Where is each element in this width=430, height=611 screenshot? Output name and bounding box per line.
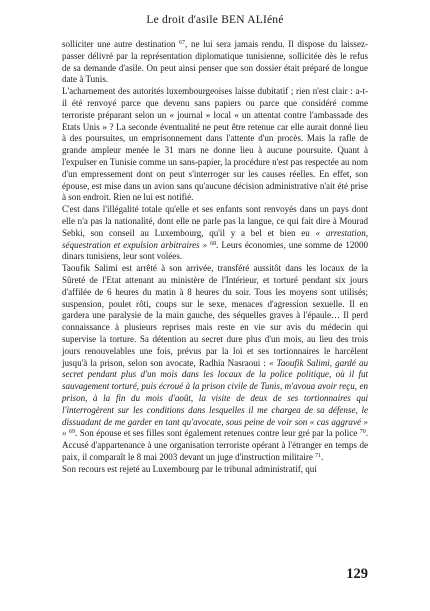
- text-run: . Son épouse et ses filles sont également retenues contre leur gré par la police: [74, 428, 360, 439]
- text-run: , ne lui sera jamais rendu. Il dispose du laissez-passer délivré par la représentation diplomatique tunisienne, sollicitée dès le refus de sa demande d'asile. On peut ainsi penser que son dossier était préparé de longue date à Tunis.: [62, 39, 368, 85]
- paragraph: [62, 204, 368, 263]
- text-run: Son recours est rejeté au Luxembourg par le tribunal administratif, qui: [62, 463, 317, 474]
- text-run: . Accusé d'appartenance à une organisation terroriste opérant à l'étranger en temps de paix, il comparaît le 8 mai 2003 devant un juge d'instruction militaire: [62, 428, 368, 462]
- page-number: 129: [346, 566, 368, 582]
- footnote-ref: 67: [179, 40, 186, 46]
- running-head: Le droit d'asile BEN ALIéné: [146, 14, 284, 26]
- footnote-ref: 69: [68, 429, 75, 436]
- body-text: [62, 39, 368, 475]
- text-run: solliciter une autre destination: [62, 39, 180, 49]
- footnote-ref: 68: [210, 240, 217, 247]
- footnote-ref: 71: [315, 452, 322, 459]
- text-run: L'acharnement des autorités luxembourgeoises laisse dubitatif ; rien n'est clair : a-t-il été renvoyé parce que devenu sans papiers ou parce que considéré comme terroriste préparant selon un « journal » local « un attentat contre l'ambassade des Etats Unis » ? La seconde éventualité ne peut être retenue car elle aurait donné lieu à des poursuites, un emprisonnement dans l'attente d'un procès. Mais la rafle de grande ampleur menée le 31 mars ne donne lieu à aucune poursuite. Quant à l'expulser en Tunisie comme un sans-papier, la procédure n'est pas respectée au nom d'un empressement dont on peut s'interroger sur les causes réelles. En effet, son épouse, est mise dans un avion sans qu'aucune décision administrative n'ait été prise à son endroit. Rien ne lui est notifié.: [62, 86, 368, 203]
- paragraph: [62, 263, 368, 464]
- italic-text: « Taoufik Salimi, gardé au secret pendant plus d'un mois dans les locaux de la police politique, où il fut sauvagement torturé, puis écroué à la prison civile de Tunis, m'avoua avoir reçu, en prison, à la fin du mois d'août, la visite de deux de ses tortionnaires qui l'interrogèrent sur les conditions dans lesquelles il me chargea de sa défense, le dissuadant de me garder en tant qu'avocate, sous peine de voir son « cas aggravé » »: [62, 357, 368, 439]
- text-run: Taoufik Salimi est arrêté à son arrivée, transféré aussitôt dans les locaux de la Sûreté de l'Etat attenant au ministère de l'Intérieur, et torturé pendant six jours d'affilée de 6 heures du matin à 8 heures du soir. Tous les moyens sont utilisés; suspension, poulet rôti, coups sur le sexe, menaces d'agression sexuelle. Il en gardera une paralysie de la main gauche, des séquelles graves à l'épaule… Il perd connaissance à plusieurs reprises mais reste en vie sur avis du médecin qui supervise la torture. Sa détention au secret dure plus d'un mois, au lieu des trois jours renouvelables une fois, prévus par la loi et ses tortionnaires le harcèlent jusqu'à la prison, selon son avocate, Radhia Nasraoui :: [62, 263, 368, 368]
- italic-text: « arrestation, séquestration et expulsion arbitraires »: [62, 227, 368, 250]
- text-run: .: [321, 451, 324, 462]
- text-run: C'est dans l'illégalité totale qu'elle et ses enfants sont renvoyés dans un pays dont elle n'a pas la nationalité, dont elle ne parle pas la langue, ce qui fait dire à Mourad Sebki, son conseil au Luxembourg, qu'il y a bel et bien eu: [62, 204, 368, 238]
- footnote-ref: 70: [359, 429, 366, 436]
- paragraph: [62, 39, 368, 86]
- paragraph: [62, 464, 368, 476]
- paragraph: [62, 86, 368, 204]
- text-run: . Leurs économies, une somme de 12000 dinars tunisiens, leur sont volées.: [62, 239, 368, 262]
